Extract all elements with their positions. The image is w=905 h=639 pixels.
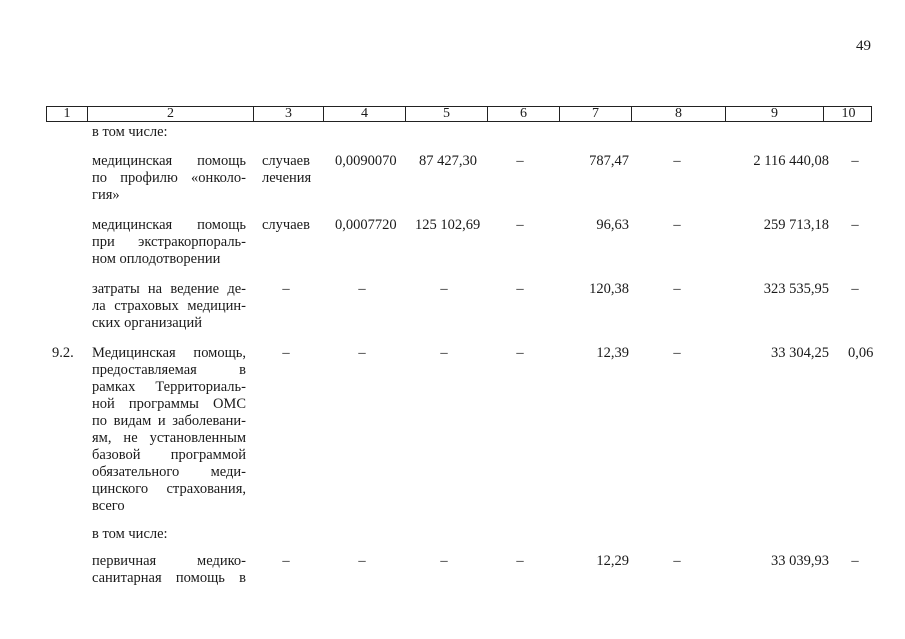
header-col-10: 10 [823,107,873,121]
row-col-9: 259 713,18 [763,217,829,233]
header-col-6: 6 [487,107,559,121]
row-col-4: 0,0007720 [335,217,397,233]
table-row-label: в том числе: [92,124,168,140]
row-col-5: – [440,281,448,297]
row-col-7: 120,38 [589,281,629,297]
row-col-9: 33 039,93 [771,553,829,569]
row-col-10: – [851,217,859,233]
row-col-9: 2 116 440,08 [753,153,829,169]
row-col-5: 125 102,69 [415,217,481,233]
header-col-4: 4 [323,107,405,121]
row-col-4: – [358,281,366,297]
row-unit: – [282,553,290,569]
row-col-5: – [440,345,448,361]
row-unit: случаев лечения [262,153,312,186]
row-description: медицинская помощь при экстракорпораль- ном оплодотворении [92,217,246,267]
row-description: первичная медико- санитарная помощь в [92,553,246,586]
row-col-10: – [851,153,859,169]
header-col-9: 9 [725,107,823,121]
row-col-8: – [673,153,681,169]
row-col-9: 33 304,25 [771,345,829,361]
row-unit: случаев [262,217,310,233]
header-col-3: 3 [253,107,323,121]
row-col-10: 0,06 [848,345,874,361]
row-col-6: – [516,553,524,569]
row-col-7: 787,47 [589,153,629,169]
row-description: затраты на ведение де- ла страховых медицин- ских организаций [92,281,246,331]
row-col-9: 323 535,95 [763,281,829,297]
header-col-8: 8 [631,107,725,121]
row-col-7: 96,63 [596,217,629,233]
header-col-7: 7 [559,107,631,121]
row-col-6: – [516,345,524,361]
row-col-6: – [516,217,524,233]
row-col-7: 12,29 [596,553,629,569]
row-col-4: – [358,345,366,361]
row-col-10: – [851,281,859,297]
row-col-5: – [440,553,448,569]
page-number: 49 [856,38,871,54]
header-col-1: 1 [63,106,71,121]
row-col-5: 87 427,30 [419,153,477,169]
row-col-6: – [516,281,524,297]
row-col-8: – [673,345,681,361]
table-header-row [46,106,872,122]
header-col-2: 2 [87,107,253,121]
row-col-8: – [673,281,681,297]
row-col-8: – [673,553,681,569]
header-col-5: 5 [405,107,487,121]
row-col-4: 0,0090070 [335,153,397,169]
row-col-8: – [673,217,681,233]
table-row-label: в том числе: [92,526,168,542]
row-description: медицинская помощь по профилю «онколо- гия» [92,153,246,203]
row-unit: – [282,281,290,297]
row-col-6: – [516,153,524,169]
row-unit: – [282,345,290,361]
row-col-10: – [851,553,859,569]
row-number: 9.2. [52,345,74,361]
row-description: Медицинская помощь, предоставляемая в рамках Территориаль- ной программы ОМС по видам и заболевани- ям, не установленным базовой программой обязательного меди- цинского страхования, всего [92,345,246,514]
row-col-7: 12,39 [596,345,629,361]
row-col-4: – [358,553,366,569]
